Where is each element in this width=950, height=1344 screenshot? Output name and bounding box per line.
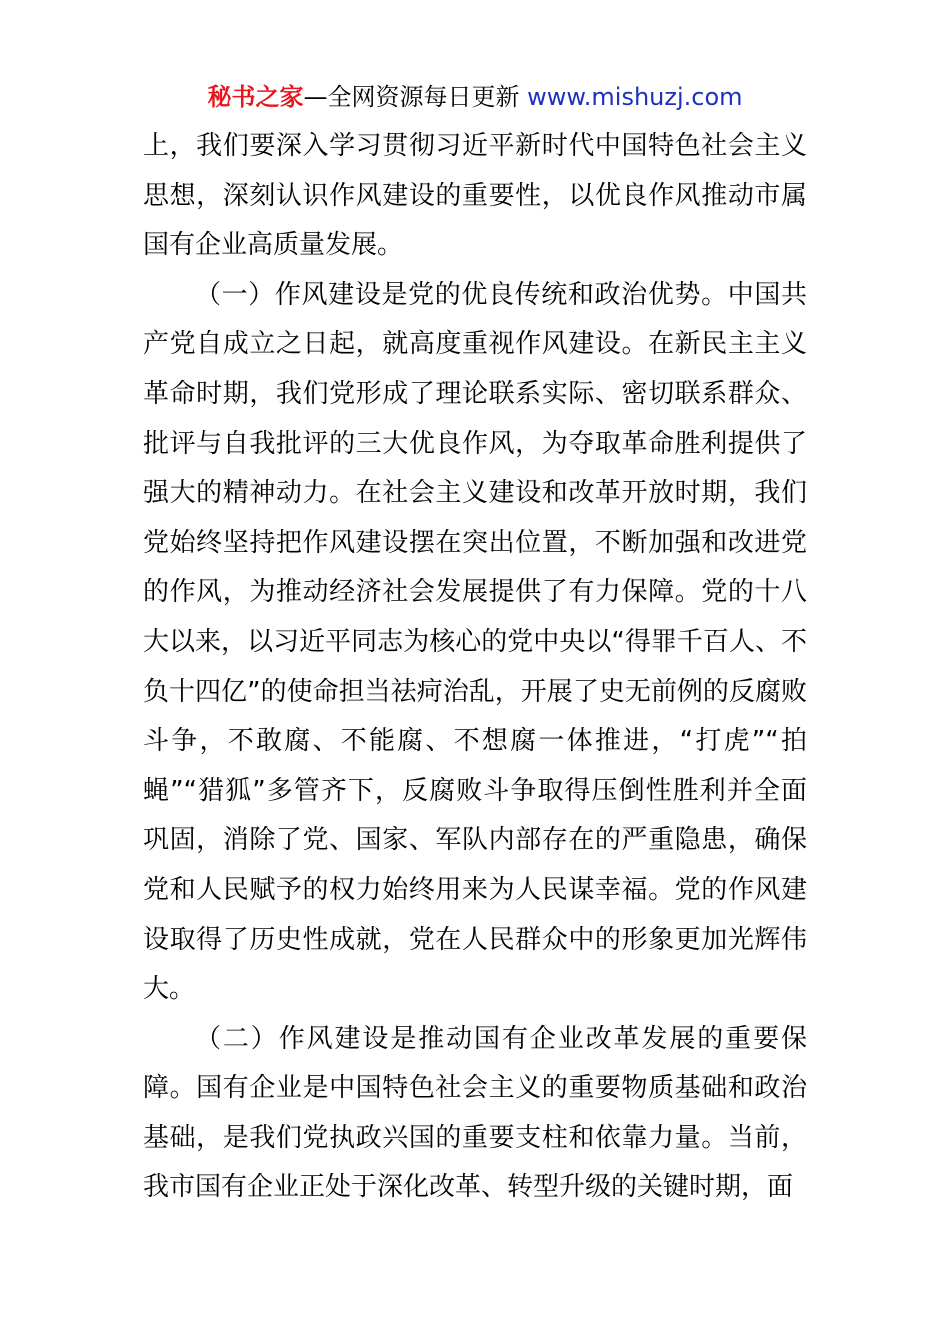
document-body bbox=[143, 122, 807, 1213]
paragraph-section-1: （一）作风建设是党的优良传统和政治优势。中国共产党自成立之日起，就高度重视作风建设。在新民主主义革命时期，我们党形成了理论联系实际、密切联系群众、批评与自我批评的三大优良作风，为夺取革命胜利提供了强大的精神动力。在社会主义建设和改革开放时期，我们党始终坚持把作风建设摆在突出位置，不断加强和改进党的作风，为推动经济社会发展提供了有力保障。党的十八大以来，以习近平同志为核心的党中央以“得罪千百人、不负十四亿”的使命担当祛疴治乱，开展了史无前例的反腐败斗争，不敢腐、不能腐、不想腐一体推进，“打虎”“拍蝇”“猎狐”多管齐下，反腐败斗争取得压倒性胜利并全面巩固，消除了党、国家、军队内部存在的严重隐患，确保党和人民赋予的权力始终用来为人民谋幸福。党的作风建设取得了历史性成就，党在人民群众中的形象更加光辉伟大。 bbox=[143, 279, 807, 1005]
site-brand: 秘书之家 bbox=[207, 83, 304, 111]
site-url[interactable]: www.mishuzj.com bbox=[527, 83, 743, 111]
paragraph-continuation: 上，我们要深入学习贯彻习近平新时代中国特色社会主义思想，深刻认识作风建设的重要性，以优良作风推动市属国有企业高质量发展。 bbox=[143, 131, 807, 261]
site-tagline: —全网资源每日更新 bbox=[303, 83, 528, 111]
paragraph-section-2: （二）作风建设是推动国有企业改革发展的重要保障。国有企业是中国特色社会主义的重要物质基础和政治基础，是我们党执政兴国的重要支柱和依靠力量。当前，我市国有企业正处于深化改革、转型升级的关键时期，面 bbox=[143, 1023, 807, 1203]
site-header bbox=[0, 80, 950, 114]
